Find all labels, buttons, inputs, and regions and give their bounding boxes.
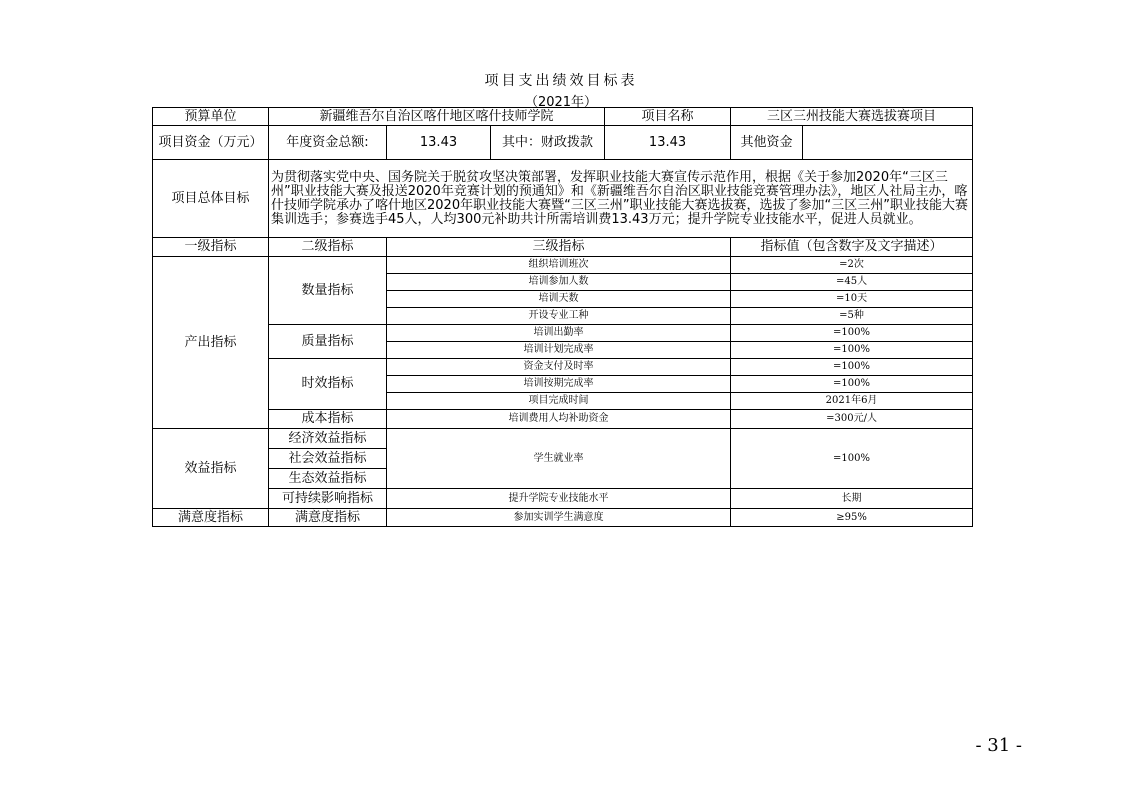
indicator-name: 项目完成时间 xyxy=(387,393,731,410)
col-level2-header: 二级指标 xyxy=(269,238,387,257)
quantity-indicator-label: 数量指标 xyxy=(269,257,387,325)
other-funds-label: 其他资金 xyxy=(731,126,803,160)
col-value-header: 指标值（包含数字及文字描述） xyxy=(731,238,973,257)
document-year: （2021年） xyxy=(524,95,598,110)
indicator-value: =10天 xyxy=(731,291,973,308)
indicator-name: 资金支付及时率 xyxy=(387,359,731,376)
col-level1-header: 一级指标 xyxy=(153,238,269,257)
indicator-name: 提升学院专业技能水平 xyxy=(387,489,731,509)
indicator-name: 培训计划完成率 xyxy=(387,342,731,359)
annual-total-label: 年度资金总额: xyxy=(269,126,387,160)
indicator-name: 参加实训学生满意度 xyxy=(387,509,731,527)
indicator-value: 长期 xyxy=(731,489,973,509)
annual-total-value: 13.43 xyxy=(387,126,491,160)
social-benefit-label: 社会效益指标 xyxy=(269,449,387,469)
col-level3-header: 三级指标 xyxy=(387,238,731,257)
quality-indicator-label: 质量指标 xyxy=(269,325,387,359)
indicator-name: 开设专业工种 xyxy=(387,308,731,325)
indicator-value: =100% xyxy=(731,376,973,393)
output-indicator-label: 产出指标 xyxy=(153,257,269,429)
budget-unit-value: 新疆维吾尔自治区喀什地区喀什技师学院 xyxy=(269,108,605,126)
indicator-value: =100% xyxy=(731,429,973,489)
indicator-name: 培训天数 xyxy=(387,291,731,308)
sustainable-impact-label: 可持续影响指标 xyxy=(269,489,387,509)
indicator-value: ≥95% xyxy=(731,509,973,527)
satisfaction-level2-label: 满意度指标 xyxy=(269,509,387,527)
indicator-name: 培训按期完成率 xyxy=(387,376,731,393)
indicator-value: =100% xyxy=(731,342,973,359)
goal-label: 项目总体目标 xyxy=(153,160,269,238)
indicator-name: 培训出勤率 xyxy=(387,325,731,342)
other-funds-value xyxy=(803,126,973,160)
indicator-name: 组织培训班次 xyxy=(387,257,731,274)
project-name-value: 三区三州技能大赛选拔赛项目 xyxy=(731,108,973,126)
budget-unit-label: 预算单位 xyxy=(153,108,269,126)
timeliness-indicator-label: 时效指标 xyxy=(269,359,387,410)
indicator-value: =5种 xyxy=(731,308,973,325)
indicator-name: 培训费用人均补助资金 xyxy=(387,410,731,429)
indicator-value: =300元/人 xyxy=(731,410,973,429)
benefit-indicator-label: 效益指标 xyxy=(153,429,269,509)
indicator-value: =100% xyxy=(731,359,973,376)
fiscal-funds-value: 13.43 xyxy=(605,126,731,160)
indicator-name: 培训参加人数 xyxy=(387,274,731,291)
indicator-value: =100% xyxy=(731,325,973,342)
indicator-name: 学生就业率 xyxy=(387,429,731,489)
indicator-value: 2021年6月 xyxy=(731,393,973,410)
funds-label: 项目资金（万元） xyxy=(153,126,269,160)
indicator-value: =45人 xyxy=(731,274,973,291)
fiscal-funds-label: 其中：财政拨款 xyxy=(491,126,605,160)
document-title: 项目支出绩效目标表 xyxy=(484,73,638,89)
indicator-value: =2次 xyxy=(731,257,973,274)
ecological-benefit-label: 生态效益指标 xyxy=(269,469,387,489)
page-number: - 31 - xyxy=(975,735,1022,756)
goal-text: 为贯彻落实党中央、国务院关于脱贫攻坚决策部署，发挥职业技能大赛宣传示范作用，根据《关于参加2020年“三区三州”职业技能大赛及报送2020年竞赛计划的预通知》和《新疆维吾尔自治区职业技能竞赛管理办法》，地区人社局主办，喀什技师学院承办了喀什地区2020年职业技能大赛暨“三区三州”职业技能大赛选拔赛，选拔了参加“三区三州”职业技能大赛集训选手；参赛选手45人，人均300元补助共计所需培训费13.43万元；提升学院专业技能水平，促进人员就业。 xyxy=(269,160,973,238)
performance-target-table xyxy=(152,107,973,527)
project-name-label: 项目名称 xyxy=(605,108,731,126)
cost-indicator-label: 成本指标 xyxy=(269,410,387,429)
economic-benefit-label: 经济效益指标 xyxy=(269,429,387,449)
satisfaction-level1-label: 满意度指标 xyxy=(153,509,269,527)
